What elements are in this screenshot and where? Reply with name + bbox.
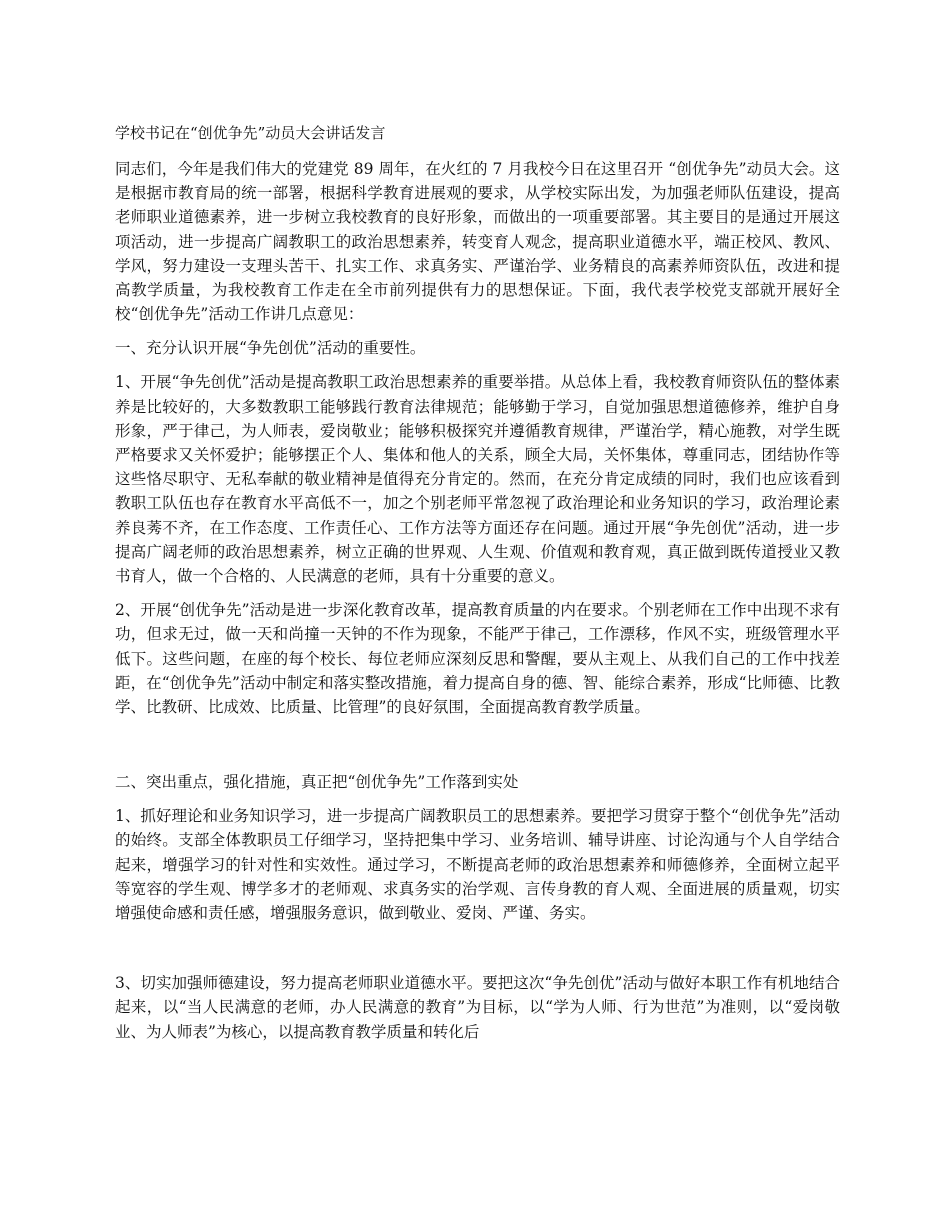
document-title: 学校书记在“创优争先”动员大会讲话发言 [115,124,386,142]
section-1-paragraph-1: 1、开展“争先创优”活动是提高教职工政治思想素养的重要举措。从总体上看，我校教育师资队伍的整体素养是比较好的，大多数教职工能够践行教育法律规范；能够勤于学习，自觉加强思想道德修养，维护自身形象，严于律己，为人师表，爱岗敬业；能够积极探究并遵循教育规律，严谨治学，精心施教，对学生既严格要求又关怀爱护；能够摆正个人、集体和他人的关系，顾全大局，关怀集体，尊重同志，团结协作等这些恪尽职守、无私奉献的敬业精神是值得充分肯定的。然而，在充分肯定成绩的同时，我们也应该看到教职工队伍也存在教育水平高低不一，加之个别老师平常忽视了政治理论和业务知识的学习，政治理论素养良莠不齐，在工作态度、工作责任心、工作方法等方面还存在问题。通过开展“争先创优”活动，进一步提高广阔老师的政治思想素养，树立正确的世界观、人生观、价值观和教育观，真正做到既传道授业又教书育人，做一个合格的、人民满意的老师，具有十分重要的意义。 [115,373,840,586]
intro-paragraph: 同志们，今年是我们伟大的党建党 89 周年，在火红的 7 月我校今日在这里召开 “创优争先”动员大会。这是根据市教育局的统一部署，根据科学教育进展观的要求，从学校实际出发，为加强老师队伍建设，提高老师职业道德素养，进一步树立我校教育的良好形象，而做出的一项重要部署。其主要目的是通过开展这项活动，进一步提高广阔教职工的政治思想素养，转变育人观念，提高职业道德水平，端正校风、教风、学风，努力建设一支理头苦干、扎实工作、求真务实、严谨治学、业务精良的高素养师资队伍，改进和提高教学质量，为我校教育工作走在全市前列提供有力的思想保证。下面，我代表学校党支部就开展好全校“创优争先”活动工作讲几点意见： [115,160,840,324]
section-2-paragraph-1: 1、抓好理论和业务知识学习，进一步提高广阔教职员工的思想素养。要把学习贯穿于整个“创优争先”活动的始终。支部全体教职员工仔细学习，坚持把集中学习、业务培训、辅导讲座、讨论沟通与个人自学结合起来，增强学习的针对性和实效性。通过学习，不断提高老师的政治思想素养和师德修养，全面树立起平等宽容的学生观、博学多才的老师观、求真务实的治学观、言传身教的育人观、全面进展的质量观，切实增强使命感和责任感，增强服务意识，做到敬业、爱岗、严谨、务实。 [115,807,840,923]
section-1-heading: 一、充分认识开展“争先创优”活动的重要性。 [115,339,426,358]
section-2-heading: 二、突出重点，强化措施，真正把“创优争先”工作落到实处 [115,773,519,792]
section-2-paragraph-3: 3、切实加强师德建设，努力提高老师职业道德水平。要把这次“争先创优”活动与做好本职工作有机地结合起来，以“当人民满意的老师，办人民满意的教育”为目标，以“学为人师、行为世范”为准则，以“爱岗敬业、为人师表”为核心，以提高教育教学质量和转化后 [115,974,840,1041]
spacer [115,729,840,770]
document-page [115,122,840,1054]
section-1-paragraph-2: 2、开展“创优争先”活动是进一步深化教育改革，提高教育质量的内在要求。个别老师在工作中出现不求有功，但求无过，做一天和尚撞一天钟的不作为现象，不能严于律己，工作漂移，作风不实，班级管理水平低下。这些问题，在座的每个校长、每位老师应深刻反思和警醒，要从主观上、从我们自己的工作中找差距，在“创优争先”活动中制定和落实整改措施，着力提高自身的德、智、能综合素养，形成“比师德、比教学、比教研、比成效、比质量、比管理”的良好氛围，全面提高教育教学质量。 [115,601,840,717]
spacer [115,935,840,971]
